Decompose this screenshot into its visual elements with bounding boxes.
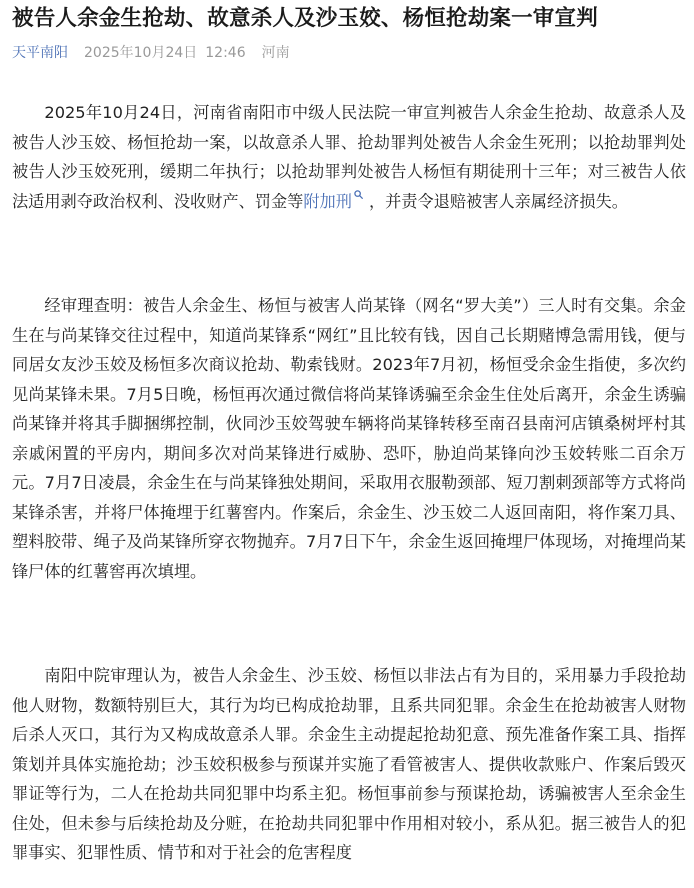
- publish-date: 2025年10月24日: [84, 45, 198, 61]
- article-title: 被告人余金生抢劫、故意杀人及沙玉姣、杨恒抢劫案一审宣判: [12, 6, 598, 31]
- paragraph-verdict-tail: ，并责令退赔被害人亲属经济损失。: [368, 191, 628, 211]
- paragraph-verdict-text: 2025年10月24日，河南省南阳市中级人民法院一审宣判被告人余金生抢劫、故意杀人及被告人沙玉姣、杨恒抢劫一案，以故意杀人罪、抢劫罪判处被告人余金生死刑；以抢劫罪判处被告人沙玉姣死刑，缓期二年执行；以抢劫罪判处被告人杨恒有期徒刑十三年；对三被告人依法适用剥夺政治权利、没收财产、罚金等: [12, 103, 686, 211]
- keyword-link[interactable]: 附加刑: [303, 191, 352, 211]
- paragraph-verdict: [12, 98, 686, 216]
- publish-time: 12:46: [205, 45, 246, 61]
- paragraph-facts: 经审理查明：被告人余金生、杨恒与被害人尚某锋（网名“罗大美”）三人时有交集。余金生在与尚某锋交往过程中，知道尚某锋系“网红”且比较有钱，因自己长期赌博急需用钱，便与同居女友沙玉姣及杨恒多次商议抢劫、勒索钱财。2023年7月初，杨恒受余金生指使，多次约见尚某锋未果。7月5日晚，杨恒再次通过微信将尚某锋诱骗至余金生住处后离开，余金生诱骗尚某锋并将其手脚捆绑控制，伙同沙玉姣驾驶车辆将尚某锋转移至南召县南河店镇桑树坪村其亲戚闲置的平房内，期间多次对尚某锋进行威胁、恐吓，胁迫尚某锋向沙玉姣转账二百余万元。7月7日凌晨，余金生在与尚某锋独处期间，采取用衣服勒颈部、短刀割刺颈部等方式将尚某锋杀害，并将尸体掩埋于红薯窖内。作案后，余金生、沙玉姣二人返回南阳，将作案刀具、塑料胶带、绳子及尚某锋所穿衣物抛弃。7月7日下午，余金生返回掩埋尸体现场，对掩埋尚某锋尸体的红薯窖再次填埋。: [12, 296, 686, 581]
- article-meta: [12, 43, 290, 63]
- publish-region: 河南: [261, 45, 290, 61]
- source-link[interactable]: 天平南阳: [12, 45, 68, 61]
- search-icon[interactable]: [354, 179, 363, 188]
- paragraph-ruling: 南阳中院审理认为，被告人余金生、沙玉姣、杨恒以非法占有为目的，采用暴力手段抢劫他人财物，数额特别巨大，其行为均已构成抢劫罪，且系共同犯罪。余金生在抢劫被害人财物后杀人灭口，其行为又构成故意杀人罪。余金生主动提起抢劫犯意、预先准备作案工具、指挥策划并具体实施抢劫；沙玉姣积极参与预谋并实施了看管被害人、提供收款账户、作案后毁灭罪证等行为，二人在抢劫共同犯罪中均系主犯。杨恒事前参与预谋抢劫，诱骗被害人至余金生住处，但未参与后续抢劫及分赃，在抢劫共同犯罪中作用相对较小，系从犯。据三被告人的犯罪事实、犯罪性质、情节和对于社会的危害程度: [12, 666, 686, 862]
